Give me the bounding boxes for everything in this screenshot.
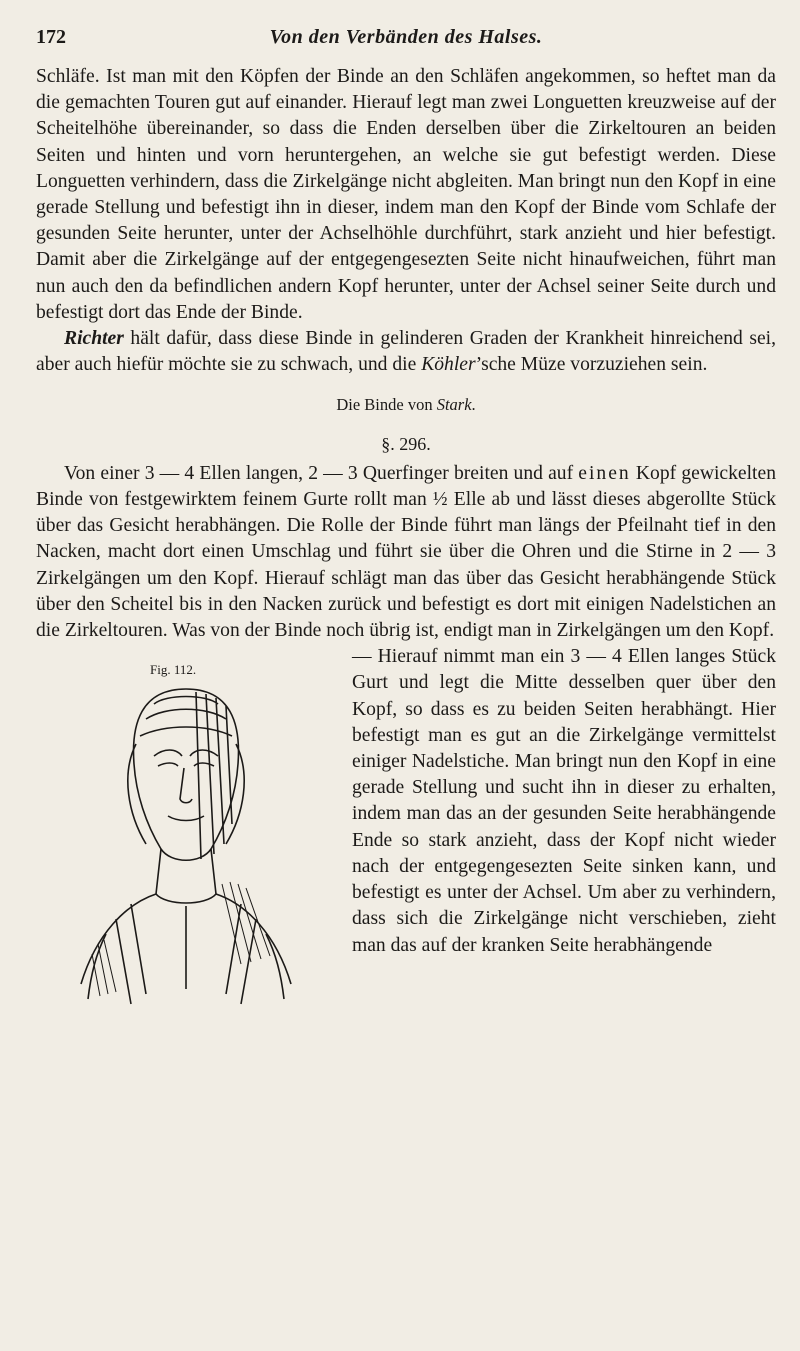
paragraph-4: Fig. 112. — Hierauf nimmt man ein 3 — 4 Ellen langes Stück Gurt und legt die Mitte desselben quer über den Kopf, so dass es zu beiden Seiten herabhängt. Hier befestigt man es gut an die Zirkelgänge vermittelst einiger Nadelstiche. Man bringt nun den Kopf in eine gerade Stellung und sucht ihn in dieser zu erhalten, indem man das an der gesunden Seite herabhängende Ende so stark anzieht, dass der Kopf nicht wieder nach der entgegengesezten Seite sinken kann, und befestigt es unter der Achsel. Um aber zu verhindern, dass sich die Zirkelgänge nicht verschieben, zieht man das auf der kranken Seite herabhängende [36,644,776,958]
figure-112 [36,644,338,1014]
figure-label: Fig. 112. [150,662,197,678]
spaced-word: einen [578,462,631,484]
page [36,26,776,1014]
page-body [36,64,776,959]
author-name-richter: Richter [64,328,124,350]
author-name-koehler: Köhler [421,354,476,376]
paragraph-1: Schläfe. Ist man mit den Köpfen der Binde an den Schläfen angekommen, so heftet man da die gemachten Touren gut auf einander. Hierauf legt man zwei Longuetten kreuzweise auf der Scheitelhöhe übereinander, so dass die Enden derselben über die Zirkeltouren an beiden Seiten und hinten und vorn heruntergehen, an welche sie gut befestigt werden. Diese Longuetten verhindern, dass die Zirkelgänge nicht abgleiten. Man bringt nun den Kopf in eine gerade Stellung und befestigt ihn in dieser, indem man den Kopf der Binde vom Schlafe der gesunden Seite herunter, unter der Achselhöhle durchführt, stark anzieht und hier befestigt. Damit aber die Zirkelgänge auf der entgegengesezten Seite nicht hinaufweichen, führt man nun auch den da befindlichen andern Kopf herunter, unter der Achsel seiner Seite durch und befestigt dort das Ende der Binde. [36,66,776,323]
bandage-illustration-icon [36,644,338,1014]
page-header [36,26,776,56]
section-number: §. 296. [381,433,431,454]
caption-author: Stark [436,395,472,415]
paragraph-2: Richter hält dafür, dass diese Binde in gelinderen Graden der Krankheit hinreichend sei, aber auch hiefür möchte sie zu schwach, und die Köhler’sche Müze vorzuziehen sein. [36,328,776,376]
section-caption: Die Binde von Stark. [336,395,476,415]
running-title: Von den Verbänden des Halses. [269,26,543,48]
paragraph-3: Von einer 3 — 4 Ellen langen, 2 — 3 Querfinger breiten und auf einen Kopf gewickelten Binde von festgewirktem feinem Gurte rollt man ½ Elle ab und lässt dieses abgerollte Stück über das Gesicht herabhängen. Die Rolle der Binde führt man längs der Pfeilnaht tief in den Nacken, macht dort einen Umschlag und führt sie über die Ohren und die Stirne in 2 — 3 Zirkelgängen um den Kopf. Hierauf schlägt man das über das Gesicht herabhängende Stück über den Scheitel bis in den Nacken zurück und befestigt es dort mit einigen Nadelstichen an die Zirkeltouren. Was von der Binde noch übrig ist, endigt man in Zirkelgängen um den Kopf. [36,462,776,642]
page-number: 172 [36,26,66,48]
